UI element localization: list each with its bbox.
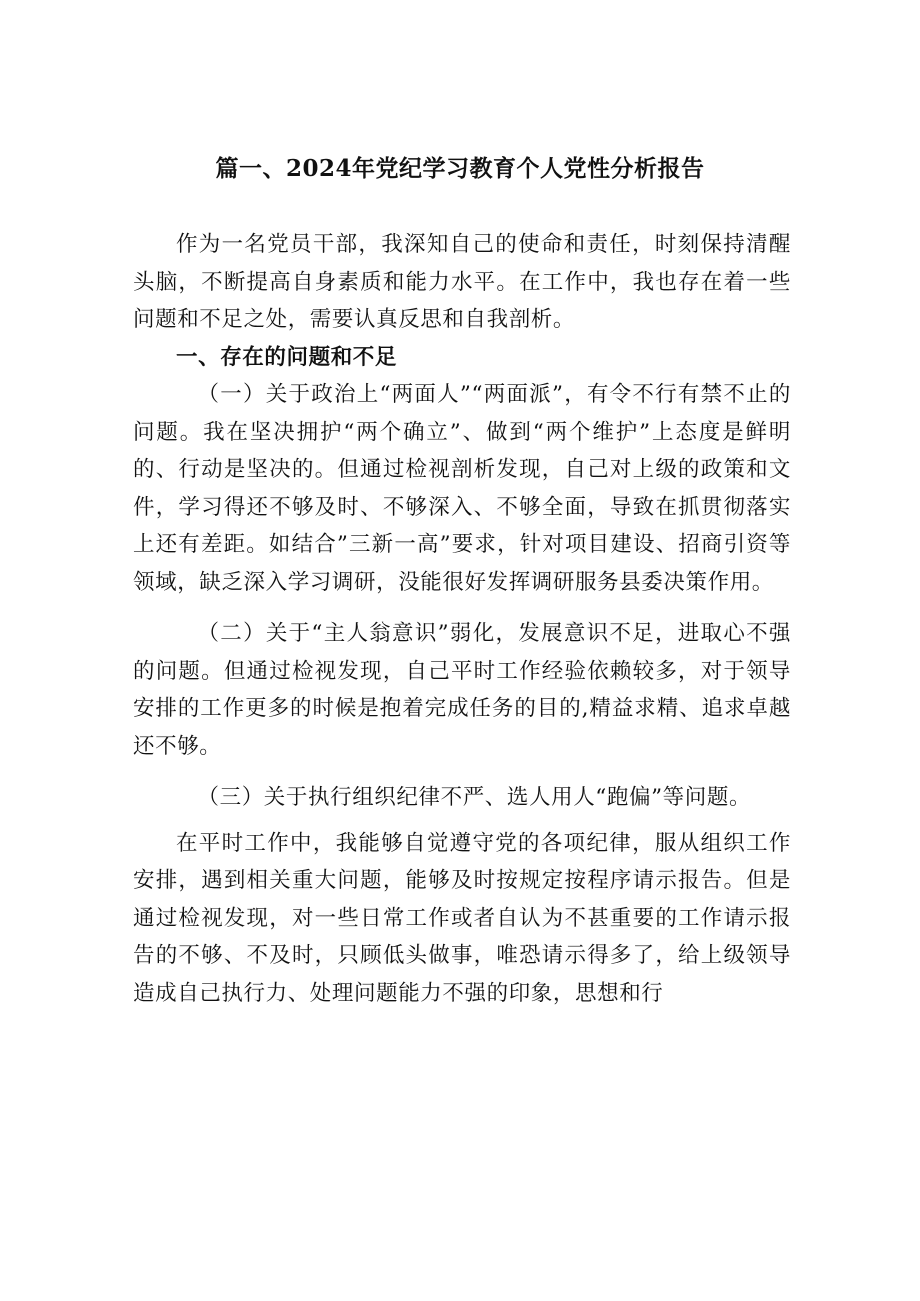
item-1-paragraph: （一）关于政治上“两面人”“两面派”，有令不行有禁不止的问题。我在坚决拥护“两个确立”、做到“两个维护”上态度是鲜明的、行动是坚决的。但通过检视剖析发现，自己对上级的政策和文件，学习得还不够及时、不够深入、不够全面，导致在抓贯彻落实上还有差距。如结合”三新一高”要求，针对项目建设、招商引资等领域，缺乏深入学习调研，没能很好发挥调研服务县委决策作用。 <box>133 382 791 595</box>
item-3-heading-paragraph: （三）关于执行组织纪律不严、选人用人“跑偏”等问题。 <box>197 785 752 810</box>
document-title: 篇一、2024年党纪学习教育个人党性分析报告 <box>215 155 705 182</box>
intro-paragraph: 作为一名党员干部，我深知自己的使命和责任，时刻保持清醒头脑，不断提高自身素质和能力水平。在工作中，我也存在着一些问题和不足之处，需要认真反思和自我剖析。 <box>133 232 791 332</box>
item-3-body-paragraph: 在平时工作中，我能够自觉遵守党的各项纪律，服从组织工作安排，遇到相关重大问题，能够及时按规定按程序请示报告。但是通过检视发现，对一些日常工作或者自认为不甚重要的工作请示报告的不够、不及时，只顾低头做事，唯恐请示得多了，给上级领导造成自己执行力、处理问题能力不强的印象，思想和行 <box>133 830 791 1006</box>
section-heading: 一、存在的问题和不足 <box>176 344 398 370</box>
document-body <box>133 226 791 1012</box>
item-2-paragraph: （二）关于“主人翁意识”弱化，发展意识不足，进取心不强的问题。但通过检视发现，自己平时工作经验依赖较多，对于领导安排的工作更多的时候是抱着完成任务的目的,精益求精、追求卓越还不够。 <box>133 621 791 759</box>
